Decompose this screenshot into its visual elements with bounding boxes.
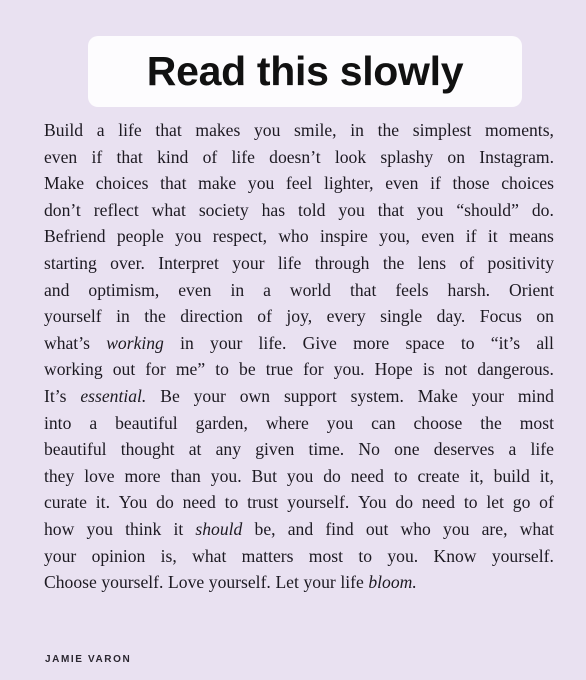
text-line: into a beautiful garden, where you can choose the most (44, 412, 554, 433)
text-line: starting over. Interpret your life through the lens of positivity (44, 252, 554, 273)
text-line: what’s working in your life. Give more space to “it’s all (44, 332, 554, 353)
text-line: beautiful thought at any given time. No one deserves a life (44, 439, 554, 460)
text-line: your opinion is, what matters most to you. Know yourself. (44, 545, 554, 566)
title-card (88, 36, 522, 107)
text-line: It’s essential. Be your own support system. Make your mind (44, 385, 554, 406)
text-line: and optimism, even in a world that feels harsh. Orient (44, 279, 554, 300)
quote-body (44, 117, 554, 596)
text-line: Choose yourself. Love yourself. Let your life bloom. (44, 572, 417, 593)
text-line: Befriend people you respect, who inspire you, even if it means (44, 226, 554, 247)
author-name: JAMIE VARON (45, 654, 132, 665)
text-line: they love more than you. But you do need to create it, build it, (44, 465, 554, 486)
text-line: even if that kind of life doesn’t look splashy on Instagram. (44, 146, 554, 167)
text-line: how you think it should be, and find out who you are, what (44, 518, 554, 539)
text-line: curate it. You do need to trust yourself. You do need to let go of (44, 492, 554, 513)
text-line: Build a life that makes you smile, in the simplest moments, (44, 120, 554, 140)
text-line: working out for me” to be true for you. Hope is not dangerous. (44, 359, 554, 380)
text-line: don’t reflect what society has told you that you “should” do. (44, 199, 554, 220)
text-line: yourself in the direction of joy, every single day. Focus on (44, 306, 554, 327)
text-line: Make choices that make you feel lighter, even if those choices (44, 173, 554, 194)
page-title: Read this slowly (146, 48, 464, 94)
